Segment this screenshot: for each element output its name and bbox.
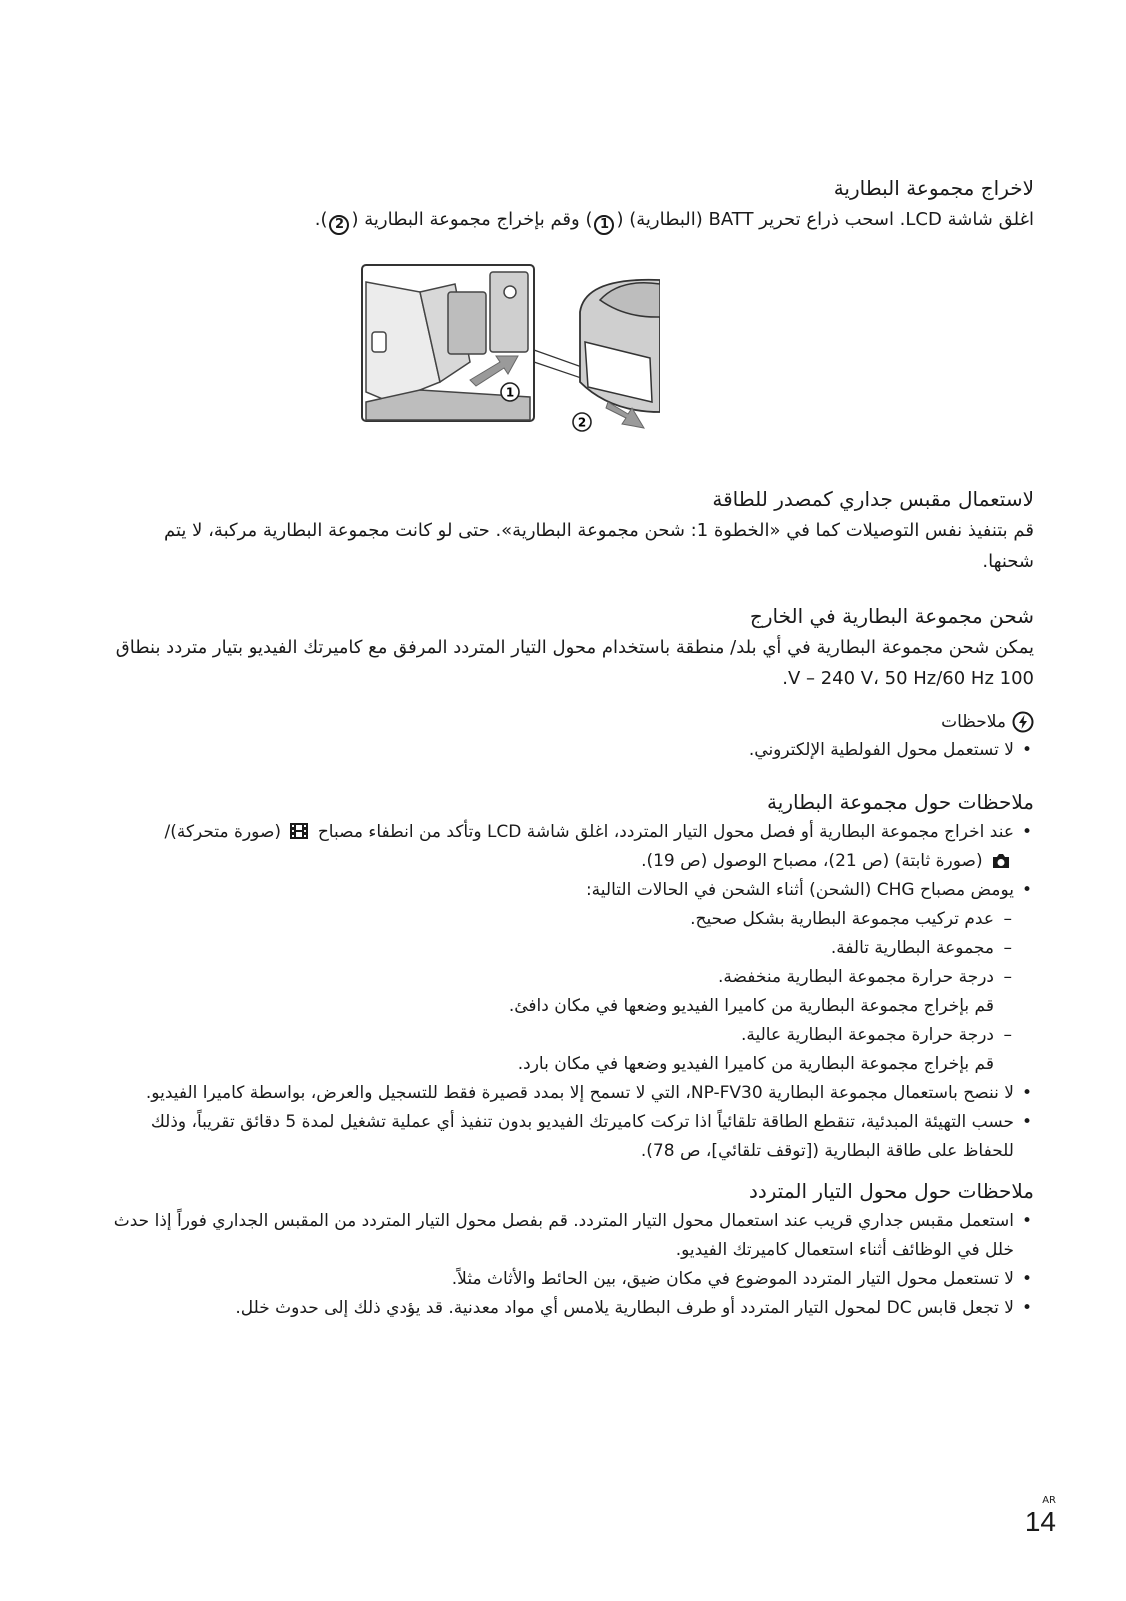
chg-conditions-list xyxy=(112,905,1014,1079)
remove-battery-title: لاخراج مجموعة البطارية xyxy=(833,176,1034,200)
battery-note-1c-line xyxy=(112,847,1014,876)
battery-removal-illustration xyxy=(360,262,660,442)
adaptor-notes-section xyxy=(112,1175,1034,1323)
list-item: – مجموعة البطارية تالفة. xyxy=(830,938,1012,958)
condition-text: عدم تركيب مجموعة البطارية بشكل صحيح. xyxy=(690,909,994,929)
battery-note-1c: (صورة ثابتة) (ص 21)، مصباح الوصول (ص 19). xyxy=(641,851,983,871)
list-item: • لا ننصح باستعمال مجموعة البطارية NP-FV30، التي لا تسمح إلا بمدد قصيرة فقط للتسجيل والعرض، بواسطة كاميرا الفيديو. xyxy=(112,1079,1034,1108)
list-item: • حسب التهيئة المبدئية، تنقطع الطاقة تلقائياً اذا تركت كاميرتك الفيديو بدون تنفيذ أي عملية تشغيل لمدة 5 دقائق تقريباً، وذلك للحفاظ على طاقة البطارية ([توقف تلقائي]، ص 78). xyxy=(112,1108,1034,1166)
remove-battery-body xyxy=(112,204,1034,235)
page-number xyxy=(1025,1495,1056,1537)
camera-icon xyxy=(991,853,1011,869)
remove-body-post: ). xyxy=(314,209,328,230)
adaptor-notes-list xyxy=(112,1207,1034,1323)
list-item xyxy=(112,818,1034,876)
list-item: – درجة حرارة مجموعة البطارية منخفضة. قم بإخراج مجموعة البطارية من كاميرا الفيديو وضعها في مكان دافئ. xyxy=(112,963,1014,1021)
condition-extra: قم بإخراج مجموعة البطارية من كاميرا الفيديو وضعها في مكان بارد. xyxy=(517,1054,994,1074)
battery-notes-list xyxy=(112,818,1034,1166)
list-item: • لا تستعمل محول التيار المتردد الموضوع في مكان ضيق، بين الحائط والأثاث مثلاً. xyxy=(112,1265,1034,1294)
adaptor-notes-title: ملاحظات حول محول التيار المتردد xyxy=(748,1179,1034,1203)
condition-text: مجموعة البطارية تالفة. xyxy=(830,938,994,958)
condition-text: درجة حرارة مجموعة البطارية عالية. xyxy=(740,1025,994,1045)
list-item: – عدم تركيب مجموعة البطارية بشكل صحيح. xyxy=(690,909,1012,929)
circle-2-icon: 2 xyxy=(329,215,349,235)
page-number-value: 14 xyxy=(1024,1506,1056,1537)
charging-abroad-body: يمكن شحن مجموعة البطارية في أي بلد/ منطقة باستخدام محول التيار المتردد المرفق مع كاميرتك الفيديو بتيار متردد بنطاق 100 V – 240 V، 50 Hz/60 Hz. xyxy=(115,637,1034,689)
wall-outlet-section xyxy=(112,483,1034,577)
film-icon xyxy=(289,822,309,840)
list-item: • لا تجعل قابس DC لمحول التيار المتردد أو طرف البطارية يلامس أي مواد معدنية. قد يؤدي ذلك إلى حدوث خلل. xyxy=(112,1294,1034,1323)
list-item xyxy=(112,876,1034,1079)
figure-label-2: 2 xyxy=(577,415,587,430)
small-notes-title: ملاحظات xyxy=(941,712,1006,732)
battery-notes-section xyxy=(112,786,1034,1166)
list-item: • استعمل مقبس جداري قريب عند استعمال محول التيار المتردد. قم بفصل محول التيار المتردد من المقبس الجداري فوراً إذا حدث خلل في الوظائف أثناء استعمال كاميرتك الفيديو. xyxy=(112,1207,1034,1265)
small-notes-list xyxy=(112,736,1034,765)
circle-1-icon: 1 xyxy=(594,215,614,235)
remove-battery-section xyxy=(112,172,1034,235)
condition-extra: قم بإخراج مجموعة البطارية من كاميرا الفيديو وضعها في مكان دافئ. xyxy=(508,996,994,1016)
remove-body-mid: ) وقم بإخراج مجموعة البطارية ( xyxy=(351,209,593,230)
battery-note-2: يومض مصباح CHG (الشحن) أثناء الشحن في الحالات التالية: xyxy=(585,880,1014,900)
list-item: • لا تستعمل محول الفولطية الإلكتروني. xyxy=(112,736,1034,765)
condition-text: درجة حرارة مجموعة البطارية منخفضة. xyxy=(718,967,994,987)
battery-notes-title: ملاحظات حول مجموعة البطارية xyxy=(767,790,1034,814)
list-item: – درجة حرارة مجموعة البطارية عالية. قم بإخراج مجموعة البطارية من كاميرا الفيديو وضعها في مكان بارد. xyxy=(112,1021,1014,1079)
small-notes-section xyxy=(112,708,1034,765)
language-code: AR xyxy=(1042,1495,1056,1506)
notes-icon xyxy=(1012,711,1034,733)
charging-abroad-section xyxy=(112,600,1034,694)
remove-body-pre: اغلق شاشة LCD. اسحب ذراع تحرير BATT (البطارية) ( xyxy=(616,209,1034,230)
battery-note-1a: عند اخراج مجموعة البطارية أو فصل محول التيار المتردد، اغلق شاشة LCD وتأكد من انطفاء مصباح xyxy=(317,822,1014,842)
battery-note-1b: (صورة متحركة)/ xyxy=(164,822,282,842)
small-notes-heading xyxy=(112,708,1034,736)
charging-abroad-title: شحن مجموعة البطارية في الخارج xyxy=(749,604,1034,628)
camcorder-illustration xyxy=(360,262,660,442)
wall-outlet-body: قم بتنفيذ نفس التوصيلات كما في «الخطوة 1: شحن مجموعة البطارية». حتى لو كانت مجموعة البطارية مركبة، لا يتم شحنها. xyxy=(163,520,1034,572)
figure-label-1: 1 xyxy=(505,385,515,400)
wall-outlet-title: لاستعمال مقبس جداري كمصدر للطاقة xyxy=(712,487,1034,511)
